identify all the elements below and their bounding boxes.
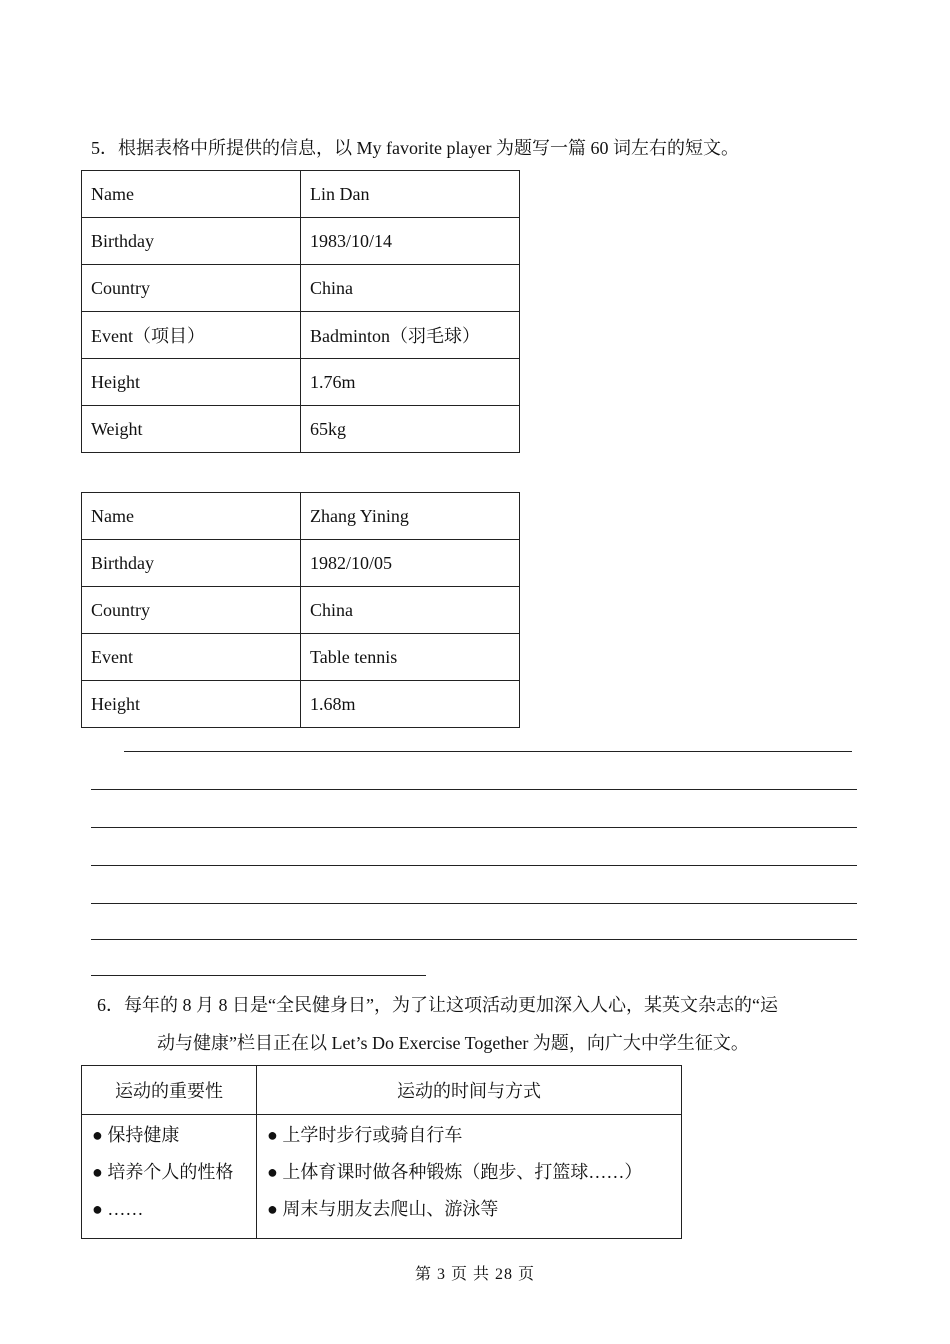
list-item: ● 周末与朋友去爬山、游泳等 [267, 1199, 499, 1219]
question-6-prompt-line1: 6．每年的 8 月 8 日是“全民健身日”，为了让这项活动更加深入人心，某英文杂志的“运 [97, 995, 778, 1015]
table-row: Country China [82, 265, 520, 312]
answer-line[interactable] [91, 939, 857, 940]
question-6-prompt-line2: 动与健康”栏目正在以 Let’s Do Exercise Together 为题，向广大中学生征文。 [157, 1033, 749, 1053]
answer-line[interactable] [124, 751, 852, 752]
table-row [82, 1115, 682, 1239]
table-header-row [82, 1066, 682, 1115]
table-row: Height 1.76m [82, 359, 520, 406]
table-row: Birthday 1982/10/05 [82, 540, 520, 587]
player-table-zhang-yining [81, 492, 520, 728]
exercise-table [81, 1065, 682, 1239]
column-header-importance: 运动的重要性 [82, 1066, 257, 1115]
importance-list [82, 1115, 257, 1239]
answer-line[interactable] [91, 865, 857, 866]
player-table-lin-dan [81, 170, 520, 453]
table-row: Weight 65kg [82, 406, 520, 453]
answer-line[interactable] [91, 789, 857, 790]
list-item: ● 上体育课时做各种锻炼（跑步、打篮球……） [267, 1162, 643, 1182]
table-row: Country China [82, 587, 520, 634]
table-row: Height 1.68m [82, 681, 520, 728]
table-row: Event Table tennis [82, 634, 520, 681]
column-header-time-and-ways: 运动的时间与方式 [257, 1066, 682, 1115]
list-item: ● 培养个人的性格 [92, 1162, 234, 1182]
question-5-prompt: 5．根据表格中所提供的信息，以 My favorite player 为题写一篇 60 词左右的短文。 [91, 138, 739, 158]
answer-line[interactable] [91, 903, 857, 904]
answer-line[interactable] [91, 827, 857, 828]
answer-line[interactable] [91, 975, 426, 976]
page-footer: 第 3 页 共 28 页 [414, 1266, 535, 1283]
table-row: Birthday 1983/10/14 [82, 218, 520, 265]
table-row: Name Lin Dan [82, 171, 520, 218]
list-item: ● 保持健康 [92, 1125, 180, 1145]
table-row: Name Zhang Yining [82, 493, 520, 540]
list-item: ● …… [92, 1199, 144, 1219]
time-and-ways-list [257, 1115, 682, 1239]
table-row: Event（项目） Badminton（羽毛球） [82, 312, 520, 359]
list-item: ● 上学时步行或骑自行车 [267, 1125, 463, 1145]
